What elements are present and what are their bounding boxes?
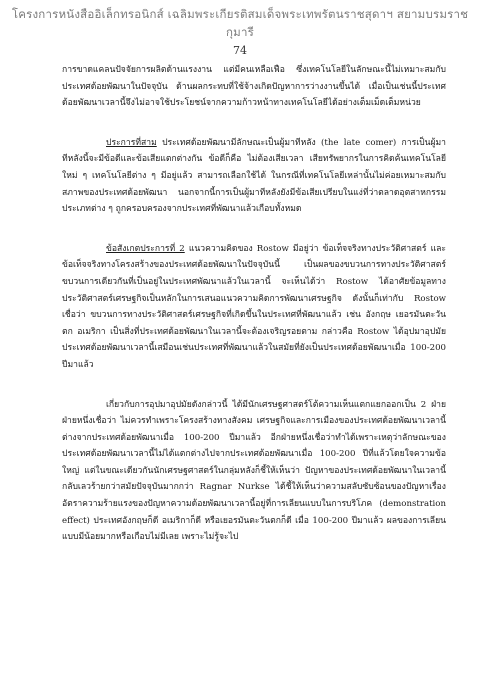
- page-header: โครงการหนังสืออิเล็กทรอนิกส์ เฉลิมพระเกียรติสมเด็จพระเทพรัตนราชสุดาฯ สยามบรมราชกุมารี: [11, 7, 469, 39]
- paragraph-heading: ข้อสังเกตประการที่ 2: [106, 243, 185, 254]
- page-number: 74: [233, 44, 247, 57]
- paragraph-text: เกี่ยวกับการอุปมาอุปมัยดังกล่าวนี้ ได้มีนักเศรษฐศาสตร์โต้ความเห็นแตกแยกออกเป็น 2 ฝ่าย ฝ่ายหนึ่งเชื่อว่า ไม่ควรทำเพราะโครงสร้างทางสังคม เศรษฐกิจและการเมืองของประเทศด้อยพัฒนาเวลานี้ต่างจากประเทศด้อยพัฒนาเมื่อ 100-200 ปีมาแล้ว อีกฝ่ายหนึ่งเชื่อว่าทำได้เพราะเหตุว่าลักษณะของประเทศด้อยพัฒนาเวลานี้ไม่ได้แตกต่างไปจากประเทศด้อยพัฒนาเมื่อ 100-200 ปีที่แล้วโดยใจความข้อใหญ่ แต่ในขณะเดียวกันนักเศรษฐศาสตร์ในกลุ่มหลังก็ชี้ให้เห็นว่า ปัญหาของประเทศด้อยพัฒนาในเวลานี้กลับเลวร้ายกว่าสมัยปัจจุบันมากกว่า Ragnar Nurkse ได้ชี้ให้เห็นว่าความสลับซับซ้อนของปัญหาเรื่องอัตราความร้ายแรงของปัญหาความด้อยพัฒนาเวลานี้อยู่ที่การเลียนแบบในการบริโภค (demonstration effect) ประเทศอังกฤษก็ดี อเมริกาก็ดี หรือเยอรมันตะวันตกก็ดี เมื่อ 100-200 ปีมาแล้ว ผลของการเลียนแบบมีน้อยมากหรือเกือบไม่มีเลย เพราะไม่รู้จะไป: [62, 399, 446, 543]
- body-text: [62, 62, 446, 546]
- paragraph-4: [62, 397, 446, 546]
- paragraph-2: [62, 135, 446, 218]
- paragraph-heading: ประการที่สาม: [106, 137, 157, 148]
- paragraph-3: [62, 241, 446, 374]
- paragraph-text: แนวความคิดของ Rostow มีอยู่ว่า ข้อเท็จจริงทางประวัติศาสตร์ และข้อเท็จจริงทางโครงสร้างของประเทศด้อยพัฒนาในปัจจุบันนี้ เป็นผลของขบวนการทางประวัติศาสตร์ ขบวนการเดียวกันที่เป็นอยู่ในประเทศพัฒนาแล้วในเวลานี้ จะเห็นได้ว่า Rostow ได้อาศัยข้อมูลทางประวัติศาสตร์เศรษฐกิจเป็นหลักในการเสนอแนวความคิดการพัฒนาเศรษฐกิจ ดังนั้นก็เท่ากับ Rostow เชื่อว่า ขบวนการทางประวัติศาสตร์เศรษฐกิจที่เกิดขึ้นในประเทศที่พัฒนาแล้ว เช่น อังกฤษ เยอรมันตะวันตก อเมริกา เป็นสิ่งที่ประเทศด้อยพัฒนาในเวลานี้จะต้องเจริญรอยตาม กล่าวคือ Rostow ได้อุปมาอุปมัยประเทศด้อยพัฒนาเวลานี้เสมือนเช่นประเทศที่พัฒนาแล้วในสมัยที่ยังเป็นประเทศด้อยพัฒนาเมื่อ 100-200 ปีมาแล้ว: [62, 243, 446, 370]
- paragraph-text: การขาดแคลนปัจจัยการผลิตด้านแรงงาน แต่มีคนเหลือเฟือ ซึ่งเทคโนโลยีในลักษณะนี้ไม่เหมาะสมกับประเทศด้อยพัฒนาในปัจจุบัน ด้านผลกระทบที่ใช้จ้างเกิดปัญหาการว่างงานขึ้นได้ เมื่อเป็นเช่นนี้ประเทศด้อยพัฒนาเวลานี้จึงไม่อาจใช้ประโยชน์จากความก้าวหน้าทางเทคโนโลยีได้อย่างเต็มเม็ดเต็มหน่วย: [62, 65, 446, 109]
- paragraph-text: ประเทศด้อยพัฒนามีลักษณะเป็นผู้มาทีหลัง (the late comer) การเป็นผู้มาทีหลังนี้จะมีข้อดีและข้อเสียแตกต่างกัน ข้อดีก็คือ ไม่ต้องเสียเวลา เสียทรัพยากรในการคิดค้นเทคโนโลยีใหม่ ๆ เทคโนโลยีต่าง ๆ มีอยู่แล้ว สามารถเลือกใช้ได้ ในกรณีที่เทคโนโลยีเหล่านั้นไม่ค่อยเหมาะสมกับสภาพของประเทศด้อยพัฒนา นอกจากนี้การเป็นผู้มาทีหลังยังมีข้อเสียเปรียบในแง่ที่ว่าตลาดอุตสาหกรรมประเภทต่าง ๆ ถูกครอบครองจากประเทศที่พัฒนาแล้วเกือบทั้งหมด: [62, 137, 446, 215]
- paragraph-1: [62, 62, 446, 112]
